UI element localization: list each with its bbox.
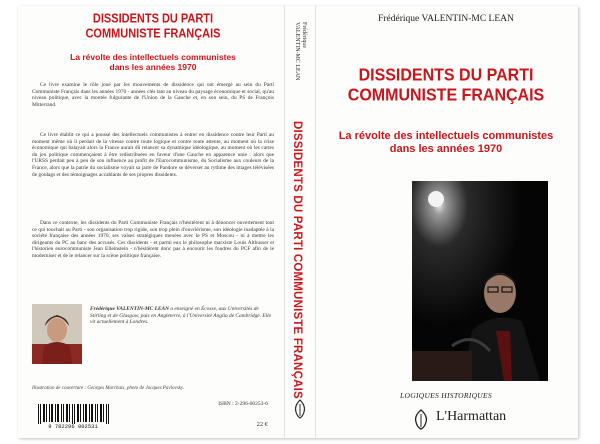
front-subtitle-line1: La révolte des intellectuels communistes xyxy=(338,130,554,142)
author-photo xyxy=(32,304,82,364)
author-bio xyxy=(90,306,274,326)
author-bio-name: Frédérique VALENTIN-MC LEAN xyxy=(90,306,169,312)
spine-author-line2: VALENTIN-MC LEAN xyxy=(294,22,300,81)
cover-photo xyxy=(412,181,548,381)
front-cover xyxy=(314,6,578,438)
front-title xyxy=(314,66,578,106)
back-cover xyxy=(18,6,284,438)
back-subtitle-line1: La révolte des intellectuels communistes xyxy=(70,52,236,62)
back-paragraph-1: Ce livre examine le rôle joué par les mouvements de dissidence qui ont émergé au sein du Parti Communiste Français dans les années 1970 - années clés tant au niveau du paysage économique et social, qu'au niveau politique, avec la montée fulgurante de l'Union de la Gauche et, en son sein, du PS de François Mitterrand. xyxy=(32,82,274,108)
back-subtitle-line2: dans les années 1970 xyxy=(109,62,197,72)
spine-author-line1: Frédérique xyxy=(301,22,307,48)
isbn: ISBN : 2-296-00253-6 xyxy=(218,401,268,407)
back-title xyxy=(38,12,268,42)
illustration-credit: Illustration de couverture : Georges Marchais, photo de Jacques Pavlovsky. xyxy=(32,386,185,391)
barcode-digits: 9 782296 002531 xyxy=(48,423,98,430)
author-bio-text: a enseigné en Écosse, aux Universités de Stirling et de Glasgow, puis en Angleterre, à l'Université Anglia de Cambridge. Elle vit actuellement à Londres. xyxy=(90,306,272,326)
price: 22 € xyxy=(256,421,268,428)
back-paragraph-3: Dans ce contexte, les dissidents du Parti Communiste Français n'hésitèrent ni à dénoncer ouvertement tout ce qui touchait au Parti - son organisation trop rigide, son trop plein d'ouvriérisme, son idéologie inadaptée à la société française des années 1970, ses valses stratégiques menées avec le PS et Moscou - ni à mettre les dirigeants du PC au banc des accusés. Ces dissidents - et parmi eux le philosophe marxiste Louis Althusser et l'historien eurocommuniste Jean Elleinstein - n'hésitèrent donc pas à encourir les foudres du PCF afin de le moderniser et de le relancer sur la scène politique française. xyxy=(32,220,274,259)
back-subtitle xyxy=(38,52,268,72)
front-subtitle-line2: dans les années 1970 xyxy=(389,143,503,155)
barcode xyxy=(36,404,110,430)
front-author: Frédérique VALENTIN-MC LEAN xyxy=(378,14,514,24)
back-paragraph-2: Ce livre établit ce qui a poussé des intellectuels communistes à entrer en dissidence contre leur Parti au moment même où il perdait de la vitesse contre toute logique et contre toute attente, au moment où la crise économique qui balayait alors la France aurait dû relancer sa dynamique idéologique, au moment où les cartes du jeu politique commençaient à être redistribuées en faveur d'une Gauche en apparence unie : alors que l'URSS perdait peu à peu de son influence au profit de l'Eurocommunisme, du Socialisme aux couleurs de la France, alors que la patrie du socialisme voyait sa jarre de Pandore se déverser au rythme des images télévisées de goulags et des témoignages accablants de ses propres dissidents. xyxy=(32,132,274,178)
front-subtitle xyxy=(314,130,578,156)
spine-title: DISSIDENTS DU PARTI COMMUNISTE FRANÇAIS xyxy=(291,121,303,399)
spine-publisher-logo-icon xyxy=(291,398,309,420)
spine-author xyxy=(293,22,307,80)
front-title-line2: COMMUNISTE FRANÇAIS xyxy=(347,86,545,106)
publisher-name: L'Harmattan xyxy=(436,409,507,424)
front-title-line1: DISSIDENTS DU PARTI xyxy=(358,65,534,85)
spine xyxy=(284,6,316,438)
series-name: LOGIQUES HISTORIQUES xyxy=(400,391,492,400)
book-cover xyxy=(18,6,578,438)
publisher-logo-icon xyxy=(410,408,432,430)
back-title-line2: COMMUNISTE FRANÇAIS xyxy=(85,27,221,41)
back-title-line1: DISSIDENTS DU PARTI xyxy=(92,12,214,26)
